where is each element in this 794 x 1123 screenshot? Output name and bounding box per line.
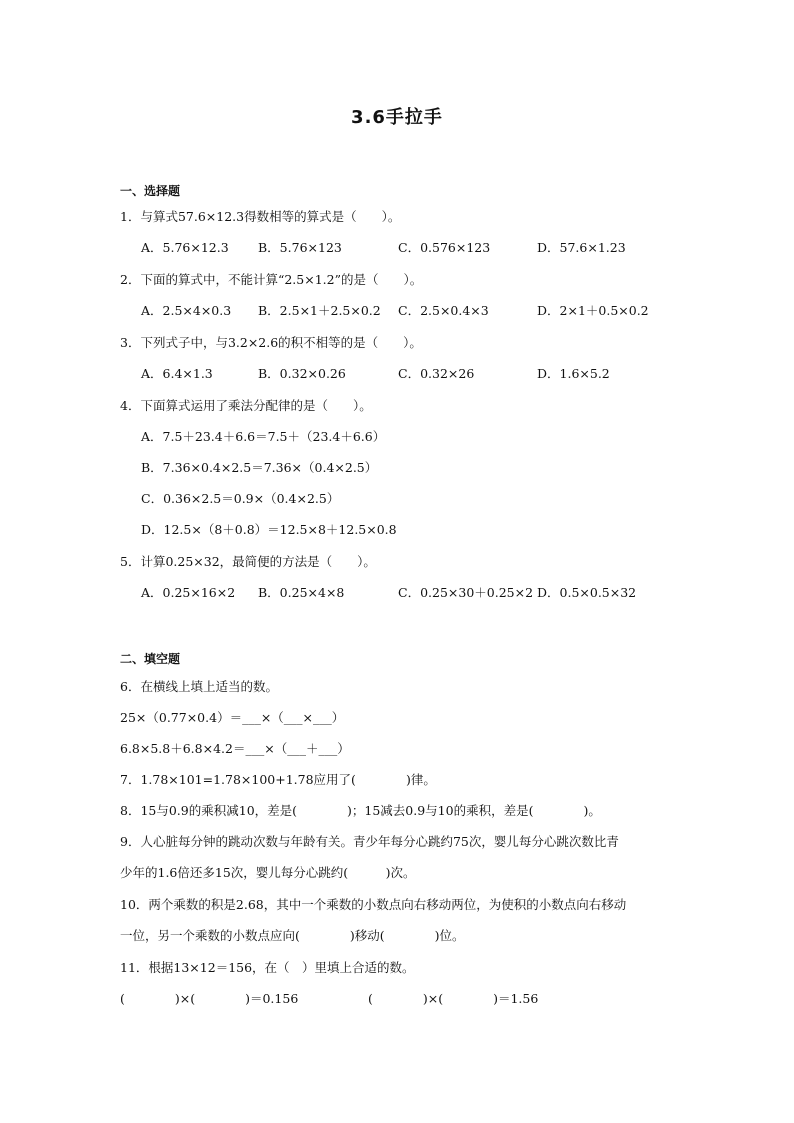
question-10-line-1: 10．两个乘数的积是2.68，其中一个乘数的小数点向右移动两位，为使积的小数点向右移动 <box>120 897 627 912</box>
question-9-line-1: 9．人心脏每分钟的跳动次数与年龄有关。青少年每分心跳约75次，婴儿每分心跳次数比青 <box>120 834 619 849</box>
question-1-stem: 1．与算式57.6×12.3得数相等的算式是（ ）。 <box>120 209 401 224</box>
question-1-option-b: B．5.76×123 <box>258 240 342 255</box>
question-5-option-b: B．0.25×4×8 <box>258 585 345 600</box>
question-3-option-b: B．0.32×0.26 <box>258 366 346 381</box>
section-heading-choice: 一、选择题 <box>120 184 181 198</box>
question-4-option-b: B．7.36×0.4×2.5＝7.36×（0.4×2.5） <box>141 460 378 475</box>
question-5-stem: 5．计算0.25×32，最简便的方法是（ ）。 <box>120 554 376 569</box>
question-6-line-1: 25×（0.77×0.4）＝___×（___×___） <box>120 710 345 725</box>
question-2-stem: 2．下面的算式中，不能计算“2.5×1.2”的是（ ）。 <box>120 272 423 287</box>
question-4-stem: 4．下面算式运用了乘法分配律的是（ ）。 <box>120 398 372 413</box>
question-2-option-b: B．2.5×1＋2.5×0.2 <box>258 303 381 318</box>
question-4-option-a: A．7.5＋23.4＋6.6＝7.5＋（23.4＋6.6） <box>141 429 386 444</box>
page-title: 3.6手拉手 <box>351 107 443 128</box>
question-2-option-a: A．2.5×4×0.3 <box>141 303 232 318</box>
question-6-line-2: 6.8×5.8＋6.8×4.2＝___×（___＋___） <box>120 741 350 756</box>
question-4-option-c: C．0.36×2.5＝0.9×（0.4×2.5） <box>141 491 340 506</box>
question-2-option-d: D．2×1＋0.5×0.2 <box>537 303 649 318</box>
question-8-stem: 8．15与0.9的乘积减10，差是( )；15减去0.9与10的乘积，差是( )。 <box>120 803 601 818</box>
question-1-option-a: A．5.76×12.3 <box>141 240 229 255</box>
question-6-stem: 6．在横线上填上适当的数。 <box>120 679 278 694</box>
section-heading-fill: 二、填空题 <box>120 652 181 666</box>
question-1-option-d: D．57.6×1.23 <box>537 240 626 255</box>
question-5-option-c: C．0.25×30＋0.25×2 <box>398 585 534 600</box>
question-1-option-c: C．0.576×123 <box>398 240 491 255</box>
question-10-line-2: 一位，另一个乘数的小数点应向( )移动( )位。 <box>120 928 465 943</box>
question-3-option-a: A．6.4×1.3 <box>141 366 213 381</box>
question-11-stem: 11．根据13×12＝156，在（ ）里填上合适的数。 <box>120 960 415 975</box>
question-4-option-d: D．12.5×（8＋0.8）＝12.5×8＋12.5×0.8 <box>141 522 397 537</box>
question-9-line-2: 少年的1.6倍还多15次，婴儿每分心跳约( )次。 <box>120 865 416 880</box>
question-11-blank-2: ( )×( )＝1.56 <box>368 991 539 1006</box>
question-7-stem: 7．1.78×101=1.78×100+1.78应用了( )律。 <box>120 772 436 787</box>
question-5-option-d: D．0.5×0.5×32 <box>537 585 637 600</box>
question-3-option-c: C．0.32×26 <box>398 366 475 381</box>
question-5-option-a: A．0.25×16×2 <box>141 585 236 600</box>
question-2-option-c: C．2.5×0.4×3 <box>398 303 489 318</box>
question-3-stem: 3．下列式子中，与3.2×2.6的积不相等的是（ ）。 <box>120 335 422 350</box>
question-11-blank-1: ( )×( )＝0.156 <box>120 991 299 1006</box>
question-3-option-d: D．1.6×5.2 <box>537 366 610 381</box>
